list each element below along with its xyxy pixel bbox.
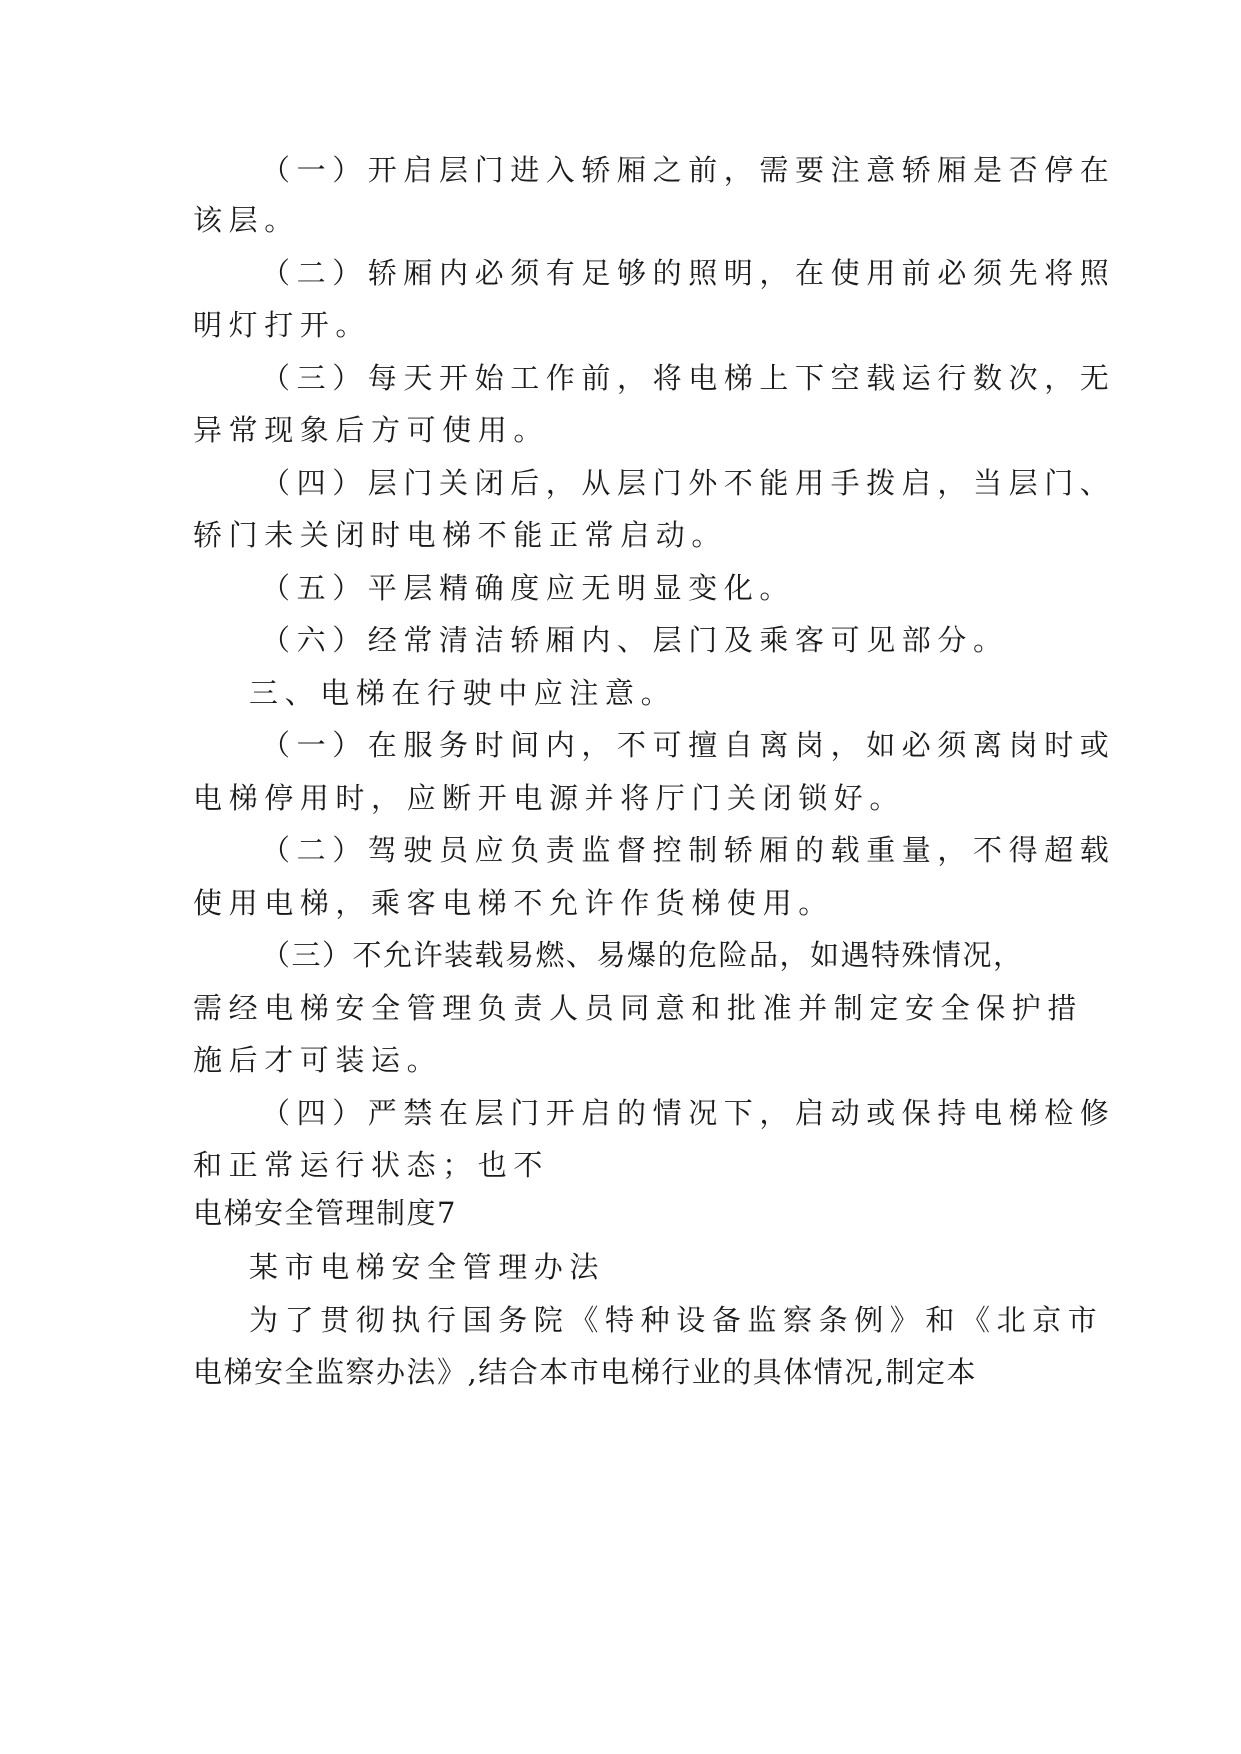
paragraph-line: 明灯打开。	[193, 308, 372, 342]
section-heading: 某市电梯安全管理办法	[249, 1250, 606, 1284]
paragraph-line: 和正常运行状态；也不	[193, 1148, 550, 1182]
paragraph-line: （一）开启层门进入轿厢之前，需要注意轿厢是否停在	[261, 153, 1116, 187]
paragraph-line: （三）不允许装载易燃、易爆的危险品，如遇特殊情况，	[261, 938, 1024, 972]
paragraph-line: 电梯安全监察办法》,结合本市电梯行业的具体情况,制定本	[193, 1355, 977, 1389]
paragraph-line: 为了贯彻执行国务院《特种设备监察条例》和《北京市	[249, 1303, 1104, 1337]
paragraph-line: （四）严禁在层门开启的情况下，启动或保持电梯检修	[261, 1096, 1116, 1130]
document-title: 电梯安全管理制度7	[193, 1196, 457, 1230]
paragraph-line: （二）驾驶员应负责监督控制轿厢的载重量，不得超载	[261, 833, 1116, 867]
paragraph-line: （一）在服务时间内，不可擅自离岗，如必须离岗时或	[261, 728, 1116, 762]
paragraph-line: 异常现象后方可使用。	[193, 413, 550, 447]
paragraph-line: 该层。	[193, 203, 300, 237]
paragraph-line: （四）层门关闭后，从层门外不能用手拨启，当层门、	[261, 466, 1116, 500]
section-heading: 三、电梯在行驶中应注意。	[249, 676, 677, 710]
paragraph-line: （五）平层精确度应无明显变化。	[261, 571, 796, 605]
paragraph-line: 需经电梯安全管理负责人员同意和批准并制定安全保护措	[193, 991, 1084, 1025]
paragraph-line: （二）轿厢内必须有足够的照明，在使用前必须先将照	[261, 256, 1116, 290]
paragraph-line: （三）每天开始工作前，将电梯上下空载运行数次，无	[261, 361, 1116, 395]
paragraph-line: 使用电梯，乘客电梯不允许作货梯使用。	[193, 886, 834, 920]
paragraph-line: （六）经常清洁轿厢内、层门及乘客可见部分。	[261, 623, 1009, 657]
paragraph-line: 轿门未关闭时电梯不能正常启动。	[193, 518, 728, 552]
paragraph-line: 施后才可装运。	[193, 1043, 443, 1077]
paragraph-line: 电梯停用时，应断开电源并将厅门关闭锁好。	[193, 781, 906, 815]
